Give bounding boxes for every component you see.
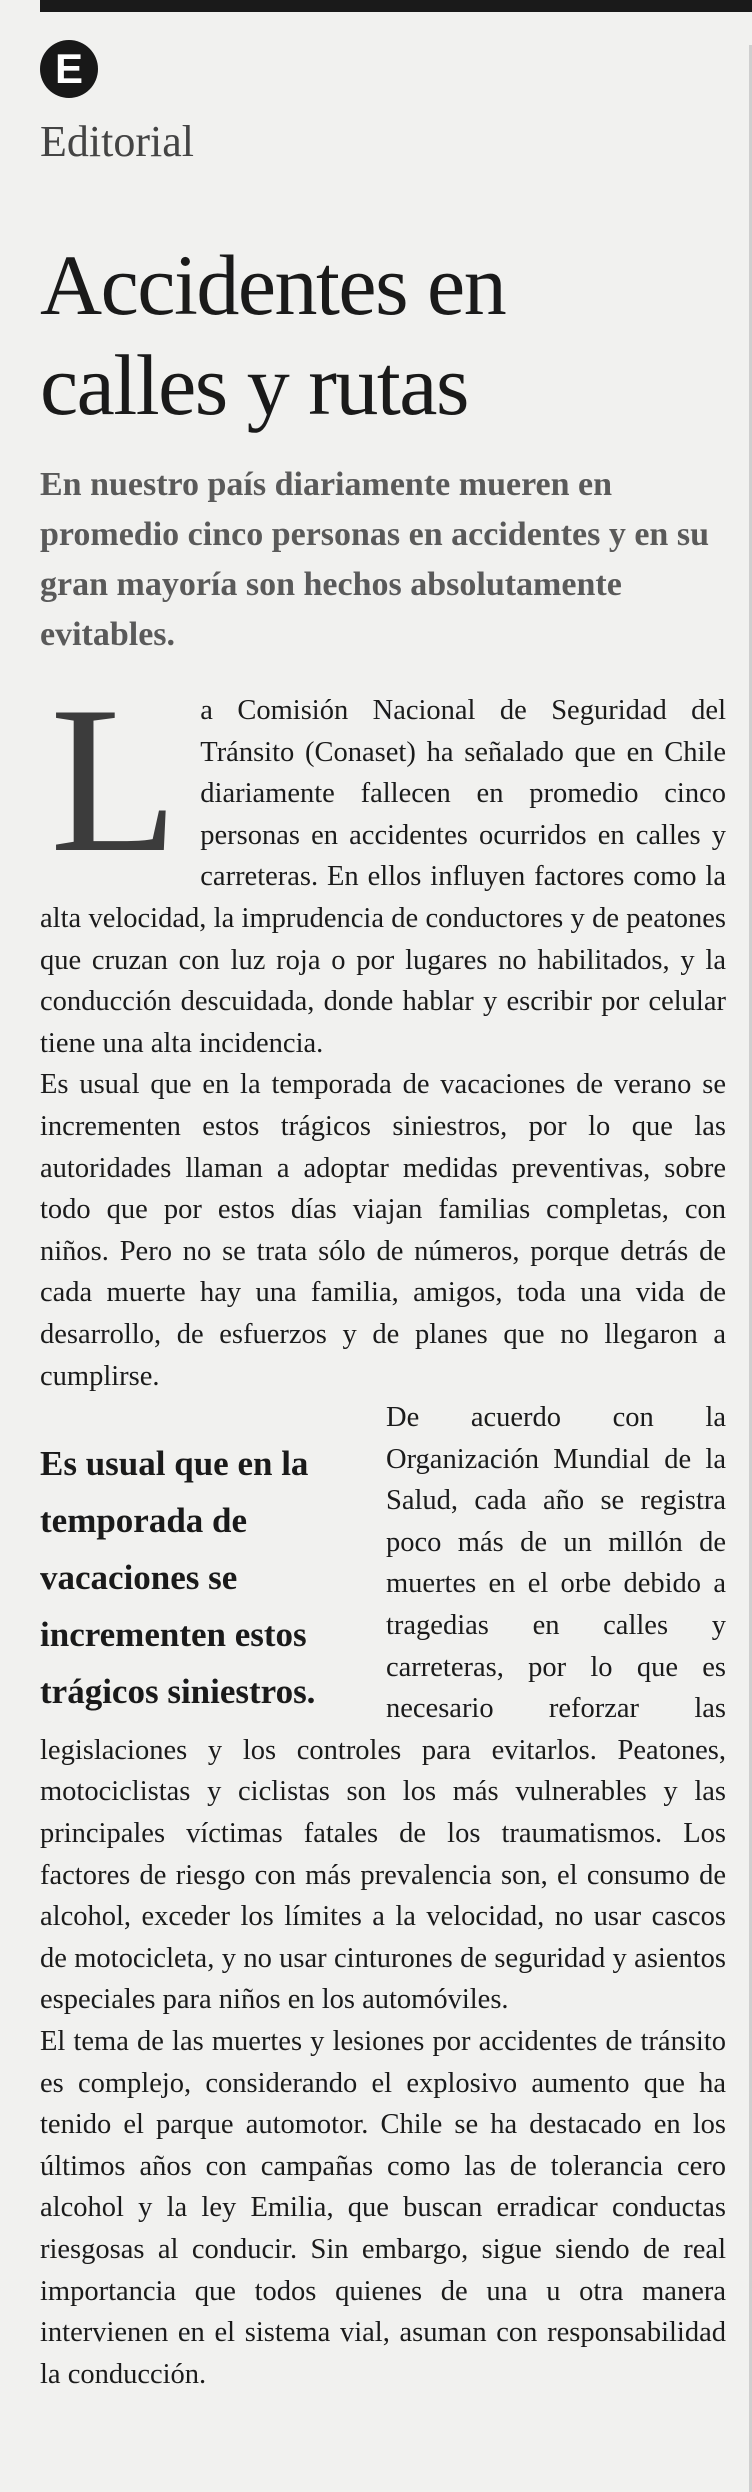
headline-line-2: calles y rutas (40, 337, 468, 433)
paragraph-3: De acuerdo con la Organización Mundial de la Salud, cada año se registra poco más de un millón de muertes en el orbe debido a tragedias en calles y carreteras, por lo que es necesario reforzar las legislaciones y los controles para evitarlos. Peatones, motociclistas y ciclistas son los más vulnerables y las principales víctimas fatales de los traumatismos. Los factores de riesgo con más prevalencia son, el consumo de alcohol, exceder los límites a la velocidad, no usar cascos de motocicleta, y no usar cinturones de seguridad y asientos especiales para niños en los automóviles. (40, 1402, 726, 2016)
article-body (40, 664, 726, 2395)
section-label: Editorial (40, 117, 194, 166)
lead-paragraph: En nuestro país diariamente mueren en promedio cinco personas en accidentes y en su gran mayoría son hechos absolutamente evitables. (40, 466, 709, 653)
paragraph-1 (40, 664, 726, 1064)
headline (40, 235, 720, 435)
paragraph-4: El tema de las muertes y lesiones por accidentes de tránsito es complejo, considerando el explosivo aumento que ha tenido el parque automotor. Chile se ha destacado en los últimos años con campañas como las de tolerancia cero alcohol y la ley Emilia, que buscan erradicar conductas riesgosas al conducir. Sin embargo, sigue siendo de real importancia que todos quienes de una u otra manera intervienen en el sistema vial, asuman con responsabilidad la conducción. (40, 2026, 726, 2390)
top-rule (40, 0, 752, 12)
pull-quote: Es usual que en la temporada de vacaciones se incrementen estos trágicos siniestros. (40, 1444, 316, 1712)
headline-line-1: Accidentes en (40, 237, 506, 333)
drop-cap: L (50, 664, 179, 896)
paragraph-1-text: a Comisión Nacional de Seguridad del Tránsito (Conaset) ha señalado que en Chile diariamente fallecen en promedio cinco personas en accidentes ocurridos en calles y carreteras. En ellos influyen factores como la alta velocidad, la imprudencia de conductores y de peatones que cruzan con luz roja o por lugares no habilitados, y la conducción descuidada, donde hablar y escribir por celular tiene una alta incidencia. (40, 695, 726, 1059)
paragraph-2: Es usual que en la temporada de vacaciones de verano se incrementen estos trágicos siniestros, por lo que las autoridades llaman a adoptar medidas preventivas, sobre todo que por estos días viajan familias completas, con niños. Pero no se trata sólo de números, porque detrás de cada muerte hay una familia, amigos, toda una vida de desarrollo, de esfuerzos y de planes que no llegaron a cumplirse. (40, 1069, 726, 1392)
editorial-badge: E (40, 40, 98, 98)
